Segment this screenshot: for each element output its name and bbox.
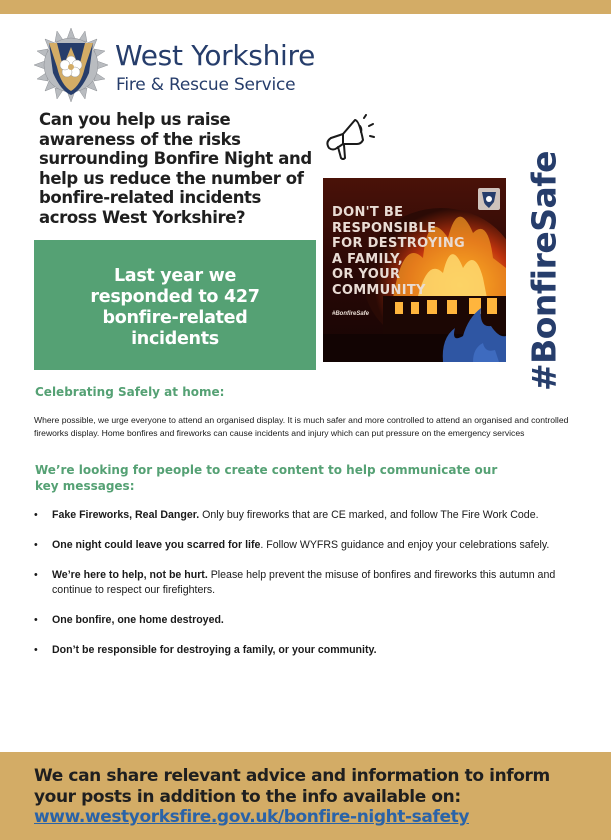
footer-message bbox=[34, 766, 594, 828]
bullet-icon: • bbox=[34, 569, 38, 581]
headline-question: Can you help us raise awareness of the risks surrounding Bonfire Night and help us reduce the number of bonfire-related incidents across West Yorkshire? bbox=[39, 110, 312, 227]
top-banner-bar bbox=[0, 0, 611, 14]
incident-stat-text: Last year we responded to 427 bonfire-related incidents bbox=[90, 266, 260, 349]
key-messages-heading: We’re looking for people to create content to help communicate our key messages: bbox=[35, 463, 498, 493]
message-bold: We’re here to help, not be hurt. bbox=[52, 569, 208, 581]
vertical-hashtag-container bbox=[514, 150, 574, 392]
key-messages-list bbox=[34, 508, 574, 658]
logo-subtitle: Fire & Rescue Service bbox=[116, 75, 296, 95]
fire-rescue-crest-icon bbox=[33, 27, 109, 103]
poster-line: A FAMILY, bbox=[332, 251, 403, 267]
list-item bbox=[34, 538, 574, 553]
poster-line: COMMUNITY bbox=[332, 282, 426, 298]
list-item bbox=[34, 508, 574, 523]
message-text: . Follow WYFRS guidance and enjoy your celebrations safely. bbox=[260, 539, 550, 551]
organisation-logo bbox=[33, 27, 316, 107]
message-bold: One night could leave you scarred for life bbox=[52, 539, 261, 551]
bullet-icon: • bbox=[34, 509, 38, 521]
poster-message bbox=[332, 205, 465, 298]
list-item bbox=[34, 613, 574, 628]
list-item bbox=[34, 568, 574, 598]
bonfire-safety-link[interactable]: www.westyorksfire.gov.uk/bonfire-night-safety bbox=[34, 807, 469, 827]
bullet-icon: • bbox=[34, 614, 38, 626]
poster-line: OR YOUR bbox=[332, 267, 401, 282]
message-text: Please help prevent the misuse of bonfires and fireworks this autumn and continue to respect our firefighters. bbox=[52, 569, 556, 596]
list-item bbox=[34, 643, 574, 658]
message-bold: Fake Fireworks, Real Danger. bbox=[52, 509, 200, 521]
message-bold: One bonfire, one home destroyed. bbox=[52, 614, 224, 626]
bullet-icon: • bbox=[34, 539, 38, 551]
bonfiresafe-hashtag: #BonfireSafe bbox=[524, 150, 564, 392]
footer-banner bbox=[0, 752, 611, 840]
bullet-icon: • bbox=[34, 644, 38, 656]
incident-stat-box bbox=[34, 240, 316, 370]
celebrating-safely-heading: Celebrating Safely at home: bbox=[35, 385, 225, 399]
footer-info-text: We can share relevant advice and information to inform your posts in addition to the info available on: bbox=[34, 766, 550, 807]
poster-line: FOR DESTROYING bbox=[332, 236, 465, 251]
message-bold: Don’t be responsible for destroying a family, or your community. bbox=[52, 644, 377, 656]
celebrating-safely-paragraph: Where possible, we urge everyone to attend an organised display. It is much safer and more controlled to attend an organised and controlled fireworks display. Home bonfires and fireworks can cause incidents and injury which can put pressure on the emergency services bbox=[34, 415, 569, 438]
poster-hashtag: #BonfireSafe bbox=[332, 311, 370, 317]
logo-title: West Yorkshire bbox=[115, 39, 316, 72]
poster-line: DON'T BE bbox=[332, 205, 404, 220]
message-text: Only buy fireworks that are CE marked, and follow The Fire Work Code. bbox=[199, 509, 539, 521]
megaphone-icon bbox=[323, 114, 378, 164]
poster-line: RESPONSIBLE bbox=[332, 220, 437, 236]
campaign-poster-image bbox=[323, 178, 506, 362]
